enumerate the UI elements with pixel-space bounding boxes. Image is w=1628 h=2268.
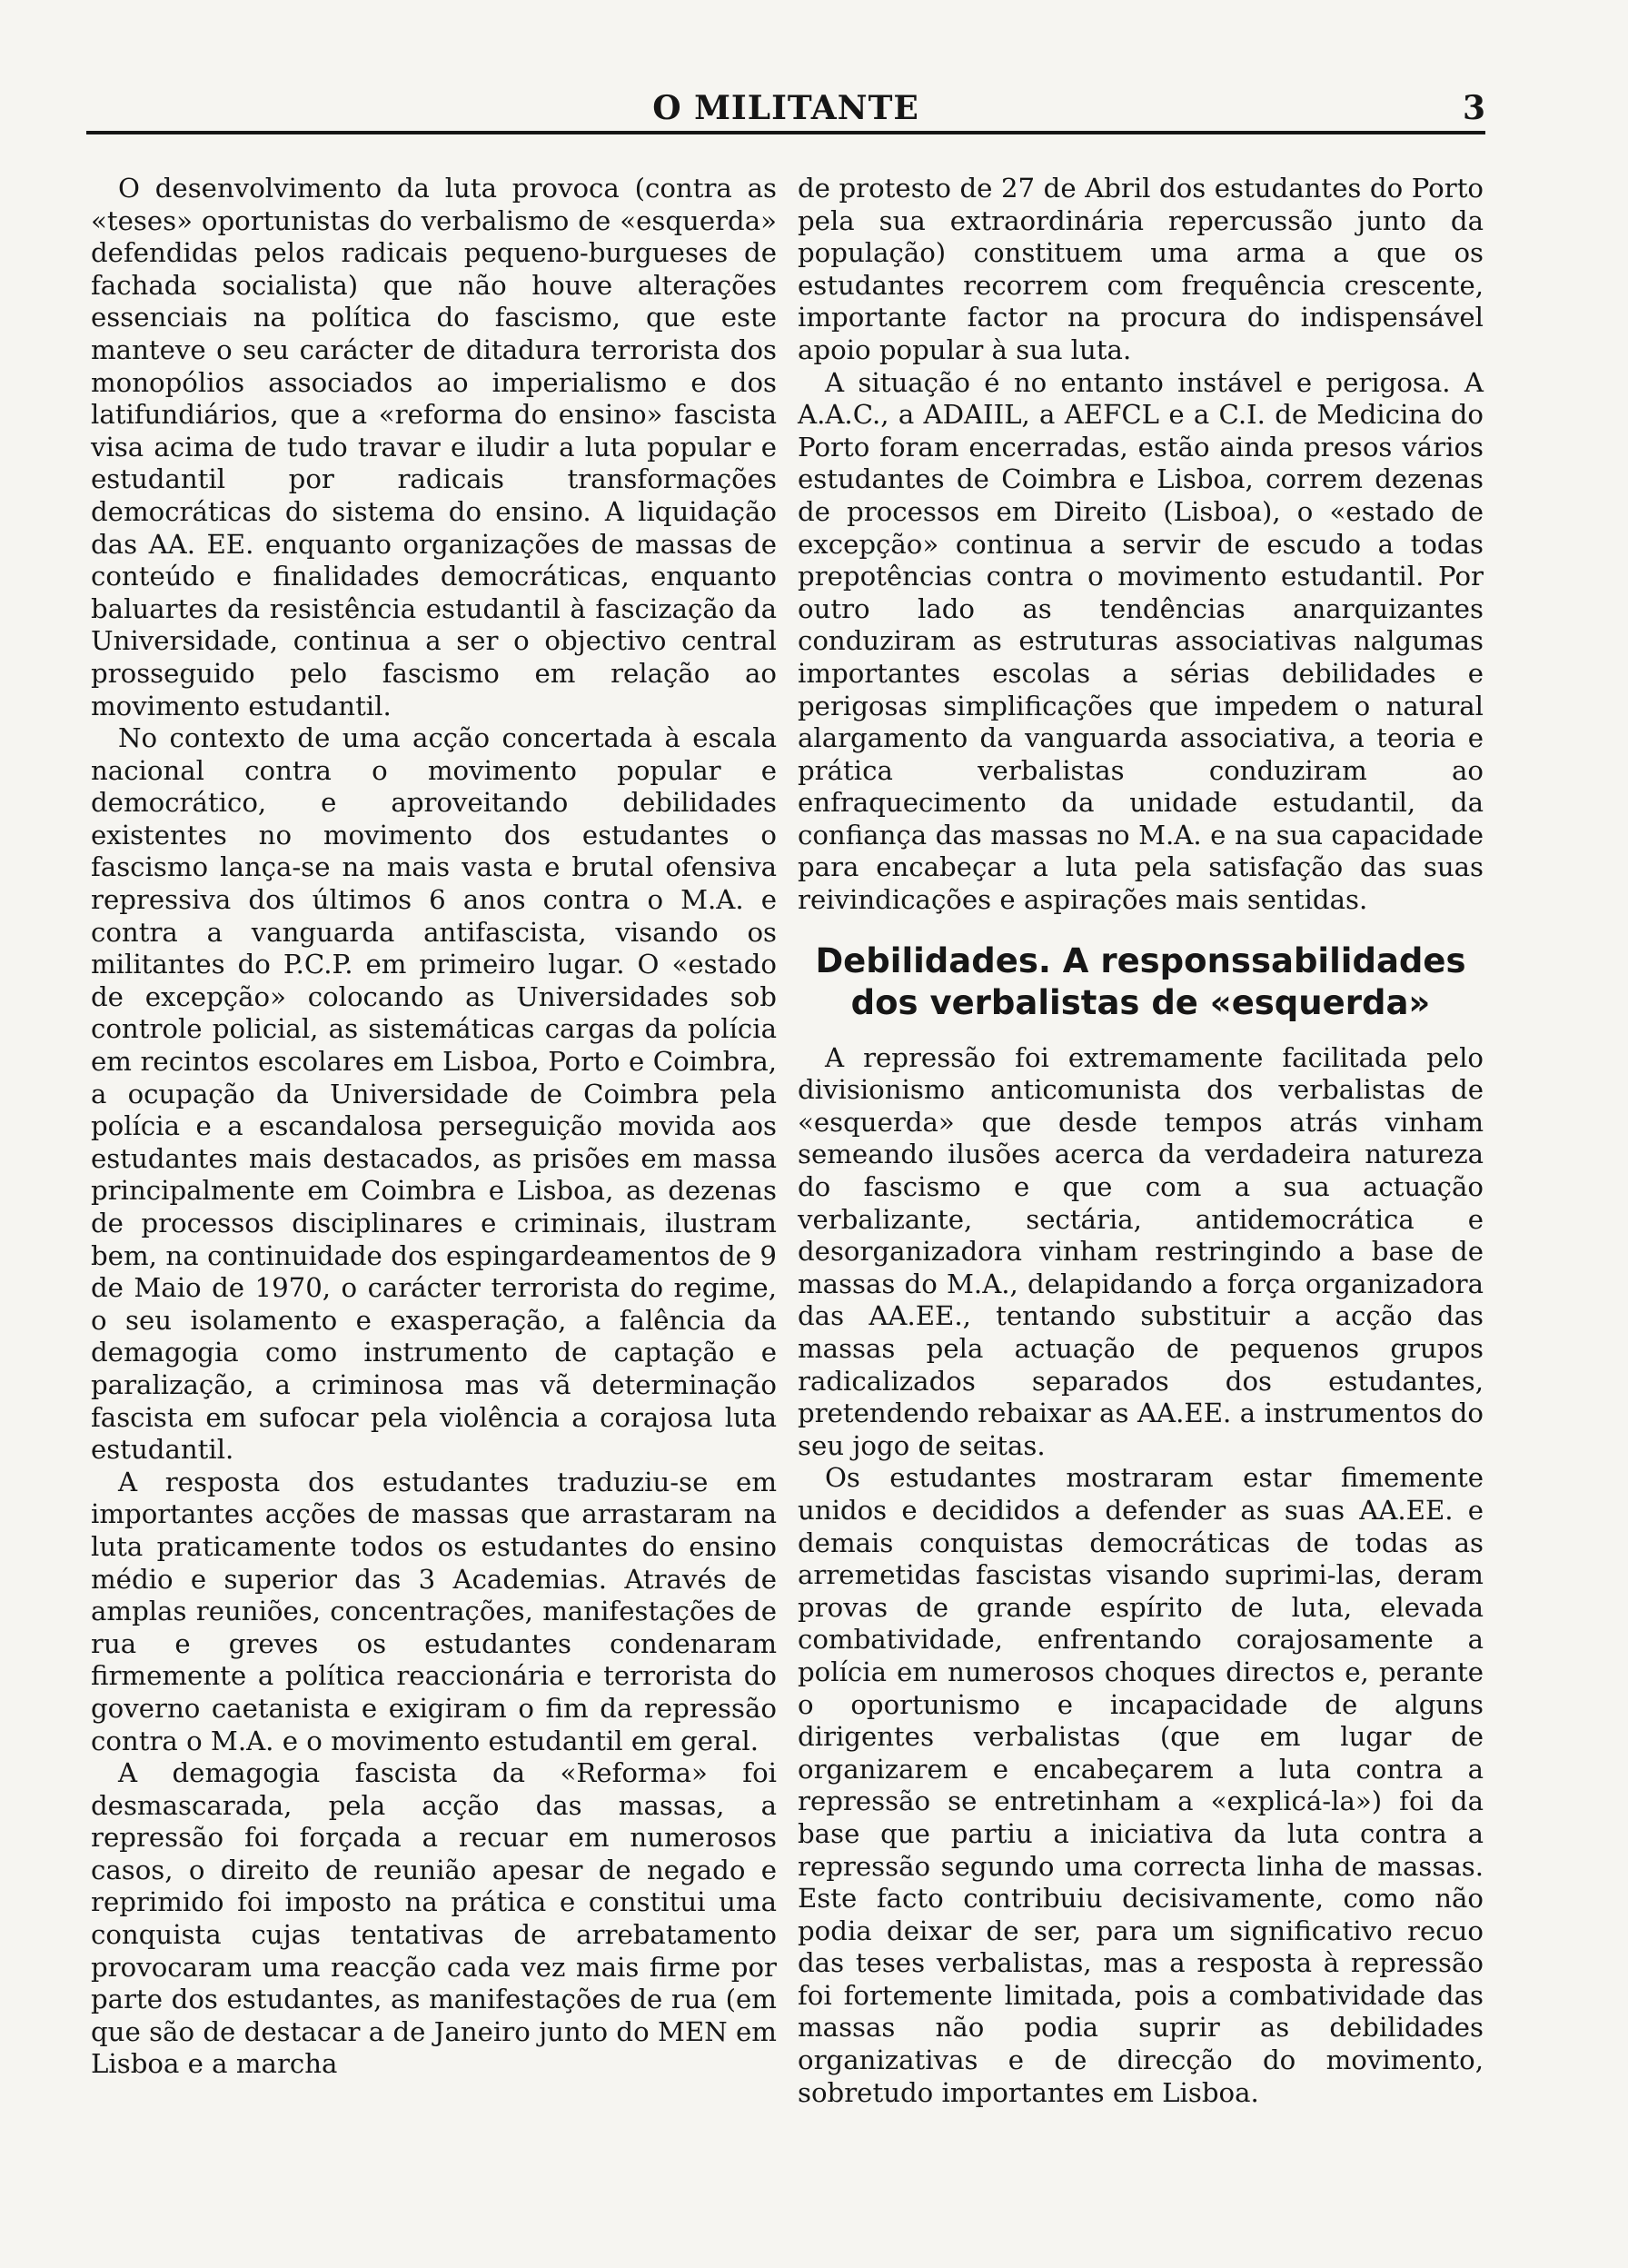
newspaper-title: O MILITANTE [652, 89, 919, 127]
page-number: 3 [1462, 89, 1485, 127]
section-heading-line: Debilidades. A responssabilidades [815, 940, 1466, 980]
left-column [91, 173, 777, 2081]
paragraph: A situação é no entanto instável e perigosa. A A.A.C., a ADAIIL, a AEFCL e a C.I. de Medicina do Porto foram encerradas, estão ainda presos vários estudantes de Coimbra e Lisboa, correm dezenas de processos em Direito (Lisboa), o «estado de excepção» continua a servir de escudo a todas prepotências contra o movimento estudantil. Por outro lado as tendências anarquizantes conduziram as estruturas associativas nalgumas importantes escolas a sérias debilidades e perigosas simplificações que impedem o natural alargamento da vanguarda associativa, a teoria e prática verbalistas conduziram ao enfraquecimento da unidade estudantil, da confiança das massas no M.A. e na sua capacidade para encabeçar a luta pela satisfação das suas reivindicações e aspirações mais sentidas. [798, 366, 1484, 916]
paragraph: A resposta dos estudantes traduziu-se em importantes acções de massas que arrastaram na luta praticamente todos os estudantes do ensino médio e superior das 3 Academias. Através de amplas reuniões, concentrações, manifestações de rua e greves os estudantes condenaram firmemente a política reaccionária e terrorista do governo caetanista e exigiram o fim da repressão contra o M.A. e o movimento estudantil em geral. [91, 1466, 777, 1756]
page-header [86, 84, 1485, 134]
right-column [798, 173, 1484, 2109]
paragraph: A repressão foi extremamente facilitada pelo divisionismo anticomunista dos verbalistas de «esquerda» que desde tempos atrás vinham semeando ilusões acerca da verdadeira natureza do fascismo e que com a sua actuação verbalizante, sectária, antidemocrática e desorganizadora vinham restringindo a base de massas do M.A., delapidando a força organizadora das AA.EE., tentando substituir a acção das massas pela actuação de pequenos grupos radicalizados separados dos estudantes, pretendendo rebaixar as AA.EE. a instrumentos do seu jogo de seitas. [798, 1041, 1484, 1461]
paragraph: O desenvolvimento da luta provoca (contra as «teses» oportunistas do verbalismo de «esquerda» defendidas pelos radicais pequeno-burgueses de fachada socialista) que não houve alterações essenciais na política do fascismo, que este manteve o seu carácter de ditadura terrorista dos monopólios associados ao imperialismo e dos latifundiários, que a «reforma do ensino» fascista visa acima de tudo travar e iludir a luta popular e estudantil por radicais transformações democráticas do sistema do ensino. A liquidação das AA. EE. enquanto organizações de massas de conteúdo e finalidades democráticas, enquanto baluartes da resistência estudantil à fascização da Universidade, continua a ser o objectivo central prosseguido pelo fascismo em relação ao movimento estudantil. [91, 173, 777, 721]
paragraph: A demagogia fascista da «Reforma» foi desmascarada, pela acção das massas, a repressão foi forçada a recuar em numerosos casos, o direito de reunião apesar de negado e reprimido foi imposto na prática e constitui uma conquista cujas tentativas de arrebatamento provocaram uma reacção cada vez mais firme por parte dos estudantes, as manifestações de rua (em que são de destacar a de Janeiro junto do MEN em Lisboa e a marcha [91, 1757, 777, 2080]
header-rule [86, 131, 1485, 134]
paragraph: Os estudantes mostraram estar fimemente unidos e decididos a defender as suas AA.EE. e demais conquistas democráticas de todas as arremetidas fascistas visando suprimi-las, deram provas de grande espírito de luta, elevada combatividade, enfrentando corajosamente a polícia em numerosos choques directos e, perante o oportunismo e incapacidade de alguns dirigentes verbalistas (que em lugar de organizarem e encabeçarem a luta contra a repressão se entretinham a «explicá-la») foi da base que partiu a iniciativa da luta contra a repressão segundo uma correcta linha de massas. Este facto contribuiu decisivamente, como não podia deixar de ser, para um significativo recuo das teses verbalistas, mas a resposta à repressão foi fortemente limitada, pois a combatividade das massas não podia suprir as debilidades organizativas e de direcção do movimento, sobretudo importantes em Lisboa. [798, 1462, 1484, 2108]
paragraph: No contexto de uma acção concertada à escala nacional contra o movimento popular e democrático, e aproveitando debilidades existentes no movimento dos estudantes o fascismo lança-se na mais vasta e brutal ofensiva repressiva dos últimos 6 anos contra o M.A. e contra a vanguarda antifascista, visando os militantes do P.C.P. em primeiro lugar. O «estado de excepção» colocando as Universidades sob controle policial, as sistemáticas cargas da polícia em recintos escolares em Lisboa, Porto e Coimbra, a ocupação da Universidade de Coimbra pela polícia e a escandalosa perseguição movida aos estudantes mais destacados, as prisões em massa principalmente em Coimbra e Lisboa, as dezenas de processos disciplinares e criminais, ilustram bem, na continuidade dos espingardeamentos de 9 de Maio de 1970, o carácter terrorista do regime, o seu isolamento e exasperação, a falência da demagogia como instrumento de captação e paralização, a criminosa mas vã determinação fascista em sufocar pela violência a corajosa luta estudantil. [91, 722, 777, 1466]
section-heading-line: dos verbalistas de «esquerda» [850, 982, 1431, 1022]
paragraph: de protesto de 27 de Abril dos estudantes do Porto pela sua extraordinária repercussão junto da população) constituem uma arma a que os estudantes recorrem com frequência crescente, importante factor na procura do indispensável apoio popular à sua luta. [798, 173, 1484, 365]
section-heading [798, 940, 1484, 1024]
